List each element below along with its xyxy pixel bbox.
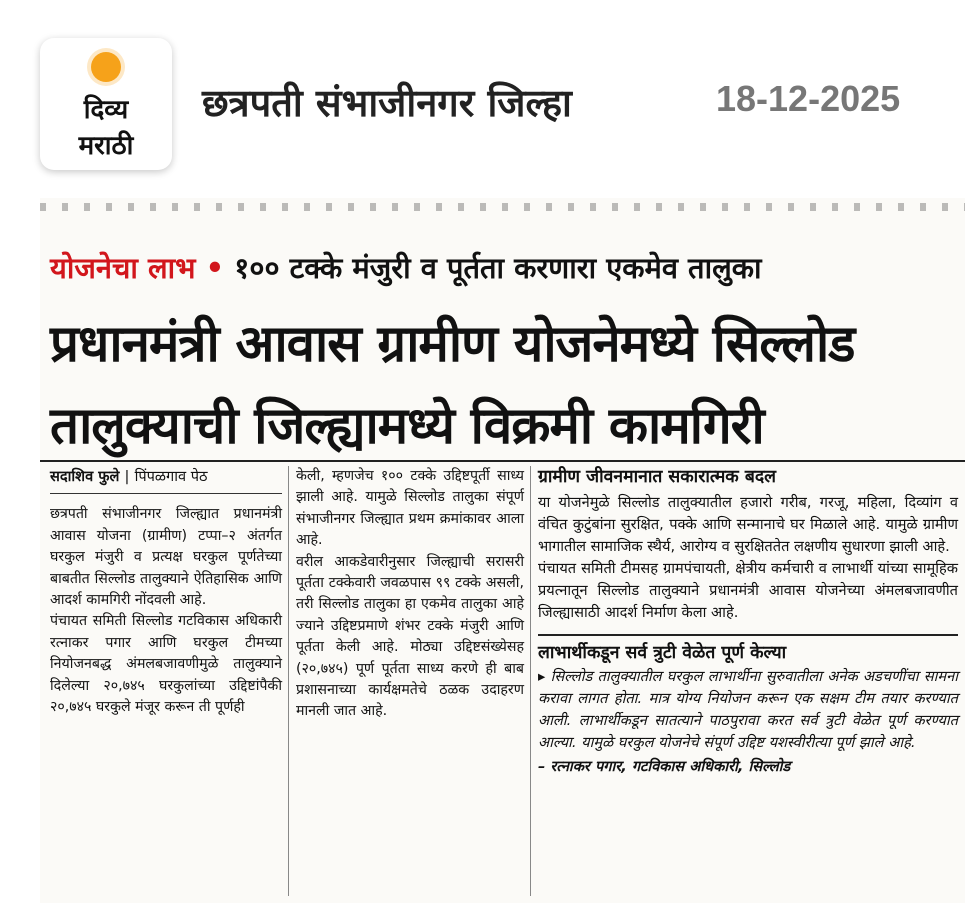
paragraph: वरील आकडेवारीनुसार जिल्ह्याची सरासरी पूर्तता टक्केवारी जवळपास ९९ टक्के असली, तरी सिल्लोड तालुका हा एकमेव तालुका आहे ज्याने उद्दिष्टप्रमाणे शंभर टक्के मंजुरी आणि पूर्तता केली आहे. मोठ्या उद्दिष्टसंख्येसह (२०,७४५) पूर्ण पूर्तता साध्य करणे ही बाब प्रशासनाच्या कार्यक्षमतेचे ठळक उदाहरण मानली जात आहे. <box>296 553 524 720</box>
article-column-3 <box>538 466 958 778</box>
page-title: छत्रपती संभाजीनगर जिल्हा <box>202 81 572 125</box>
post-date: 18-12-2025 <box>716 78 901 119</box>
logo-text-line2: मराठी <box>78 131 134 161</box>
article-column-2 <box>296 466 524 723</box>
column-divider <box>530 466 531 896</box>
quote-paragraph: ▸ सिल्लोड तालुक्यातील घरकुल लाभार्थीना सुरुवातीला अनेक अडचणींचा सामना करावा लागत होता. मात्र योग्य नियोजन करून एक सक्षम टीम तयार करण्यात आली. लाभार्थीकडून सातत्याने पाठपुरावा करत सर्व त्रुटी वेळेत पूर्ण करण्यात आल्या. यामुळे घरकुल योजनेचे संपूर्ण उद्दिष्ट यशस्वीरीत्या पूर्ण झाले आहे. <box>538 668 958 751</box>
byline-separator: | <box>124 468 130 485</box>
newspaper-clipping <box>40 198 965 903</box>
article-column-1 <box>50 466 282 718</box>
paragraph: छत्रपती संभाजीनगर जिल्ह्यात प्रधानमंत्री आवास योजना (ग्रामीण) टप्पा–२ अंतर्गत घरकुल मंजुरी व प्रत्यक्ष घरकुल पूर्णतेच्या बाबतीत सिल्लोड तालुक्याने ऐतिहासिक आणि आदर्श कामगिरी नोंदवली आहे. <box>50 506 282 609</box>
kicker-text: १०० टक्के मंजुरी व पूर्तता करणारा एकमेव तालुका <box>234 251 762 285</box>
clipping-cut-edge <box>40 203 965 211</box>
byline-author: सदाशिव फुले <box>50 468 120 485</box>
logo-text-line1: दिव्य <box>83 95 129 125</box>
headline-line-2: तालुक्याची जिल्ह्यामध्ये विक्रमी कामगिरी <box>50 397 764 456</box>
paragraph: केली, म्हणजेच १०० टक्के उद्दिष्टपूर्ती साध्य झाली आहे. यामुळे सिल्लोड तालुका संपूर्ण संभाजीनगर जिल्ह्यात प्रथम क्रमांकावर आला आहे. <box>296 468 524 549</box>
paragraph: या योजनेमुळे सिल्लोड तालुक्यातील हजारो गरीब, गरजू, महिला, दिव्यांग व वंचित कुटुंबांना सुरक्षित, पक्के आणि सन्मानाचे घर मिळाले आहे. यामुळे ग्रामीण भागातील सामाजिक स्थैर्य, आरोग्य व सुरक्षिततेत लक्षणीय सुधारणा झाली आहे. <box>538 494 958 555</box>
paragraph: पंचायत समिती सिल्लोड गटविकास अधिकारी रत्नाकर पगार आणि घरकुल टीमच्या नियोजनबद्ध अंमलबजावणीमुळे तालुक्याने दिलेल्या २०,७४५ घरकुलांच्या उद्दिष्टांपैकी २०,७४५ घरकुले मंजूर करून ती पूर्णही <box>50 613 282 716</box>
divya-marathi-logo <box>40 38 172 170</box>
byline-divider <box>50 493 282 494</box>
subheading: ग्रामीण जीवनमानात सकारात्मक बदल <box>538 467 776 487</box>
sun-icon <box>91 52 121 82</box>
byline-place: पिंपळगाव पेठ <box>134 468 208 485</box>
quote-credit: – रत्नाकर पगार, गटविकास अधिकारी, सिल्लोड <box>538 758 791 775</box>
byline <box>50 466 282 487</box>
headline-line-1: प्रधानमंत्री आवास ग्रामीण योजनेमध्ये सिल्लोड <box>50 315 855 374</box>
paragraph: पंचायत समिती टीमसह ग्रामपंचायती, क्षेत्रीय कर्मचारी व लाभार्थी यांच्या सामूहिक प्रयत्नातून सिल्लोड तालुक्याने प्रधानमंत्री आवास योजनेच्या अंमलबजावणीत जिल्ह्यासाठी आदर्श निर्माण केला आहे. <box>538 560 958 621</box>
column-divider <box>288 466 289 896</box>
kicker-label: योजनेचा लाभ <box>50 251 196 285</box>
kicker-bullet: • <box>205 251 225 285</box>
subheading: लाभार्थीकडून सर्व त्रुटी वेळेत पूर्ण केल्या <box>538 634 958 664</box>
article-kicker <box>50 248 762 287</box>
headline-divider <box>40 460 965 462</box>
